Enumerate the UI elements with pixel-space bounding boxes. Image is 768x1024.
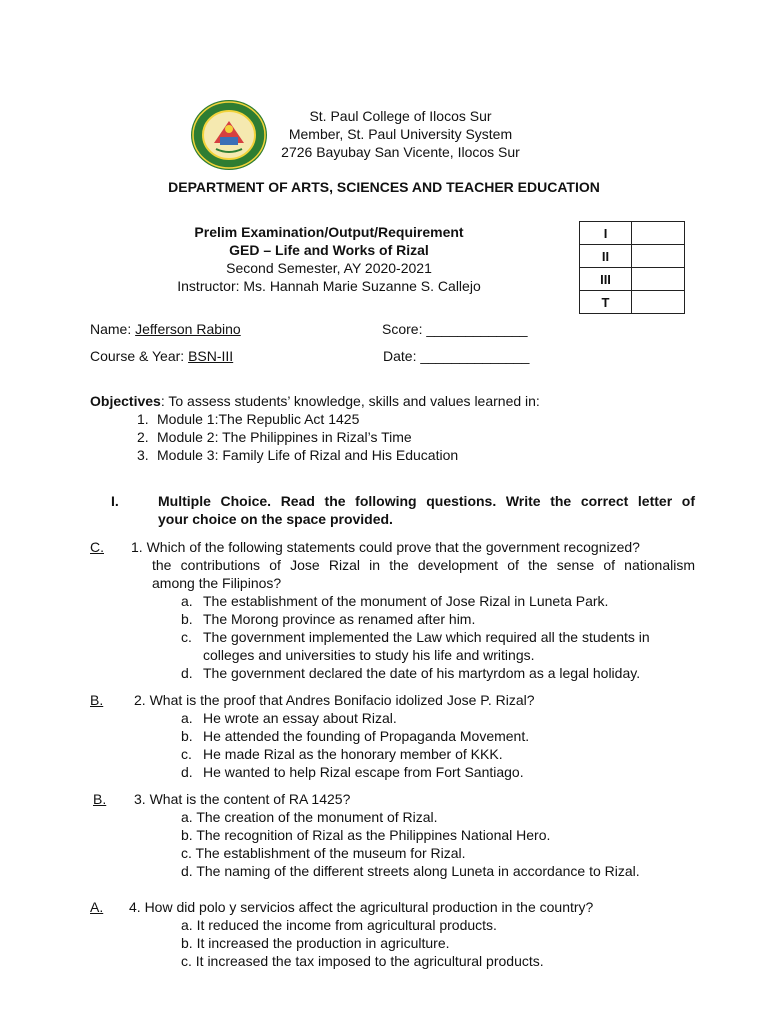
option-item: c. He made Rizal as the honorary member of KKK. xyxy=(181,746,503,762)
question-1-line3: among the Filipinos? xyxy=(152,575,282,591)
option-item: a. He wrote an essay about Rizal. xyxy=(181,710,397,726)
score-cell xyxy=(632,291,685,314)
option-item: a. It reduced the income from agricultural products. xyxy=(181,917,497,933)
question-3-line1: 3. What is the content of RA 1425? xyxy=(134,791,351,807)
student-name: Jefferson Rabino xyxy=(135,321,241,337)
score-row-label: III xyxy=(580,268,632,291)
option-item: c. The establishment of the museum for Rizal. xyxy=(181,845,466,861)
score-cell xyxy=(632,245,685,268)
school-membership: Member, St. Paul University System xyxy=(288,126,513,142)
exam-semester: Second Semester, AY 2020-2021 xyxy=(226,260,432,276)
question-4-line1: 4. How did polo y servicios affect the agricultural production in the country? xyxy=(129,899,594,915)
option-item: b. The recognition of Rizal as the Philippines National Hero. xyxy=(181,827,551,843)
score-row-label: T xyxy=(580,291,632,314)
course-year-line xyxy=(90,347,233,365)
option-item: b. The Morong province as renamed after him. xyxy=(181,611,476,627)
exam-instructor: Instructor: Ms. Hannah Marie Suzanne S. Callejo xyxy=(177,278,481,294)
objective-item: 2. Module 2: The Philippines in Rizal’s Time xyxy=(137,429,412,445)
school-name: St. Paul College of Ilocos Sur xyxy=(309,108,492,124)
score-table xyxy=(579,221,685,314)
objectives-text: : To assess students’ knowledge, skills and values learned in: xyxy=(160,393,540,409)
option-item: d. The government declared the date of his martyrdom as a legal holiday. xyxy=(181,665,641,681)
score-row-label: II xyxy=(580,245,632,268)
answer-q4: A. xyxy=(90,899,104,915)
option-item: b. He attended the founding of Propaganda Movement. xyxy=(181,728,530,744)
score-row-label: I xyxy=(580,222,632,245)
course-year: BSN-III xyxy=(188,348,234,364)
question-1-line1: 1. Which of the following statements could prove that the government recognized? xyxy=(131,539,640,555)
option-item: b. It increased the production in agriculture. xyxy=(181,935,450,951)
score-row xyxy=(580,222,685,245)
option-item: d. The naming of the different streets along Luneta in accordance to Rizal. xyxy=(181,863,640,879)
exam-course: GED – Life and Works of Rizal xyxy=(229,242,429,258)
question-1-line2: the contributions of Jose Rizal in the development of the sense of nationalism xyxy=(152,557,695,573)
score-cell xyxy=(632,222,685,245)
score-row xyxy=(580,245,685,268)
college-seal-logo xyxy=(190,99,268,171)
section-numeral: I. xyxy=(111,493,119,509)
option-item: a. The creation of the monument of Rizal. xyxy=(181,809,438,825)
score-row xyxy=(580,291,685,314)
answer-q2: B. xyxy=(90,692,104,708)
question-2-line1: 2. What is the proof that Andres Bonifacio idolized Jose P. Rizal? xyxy=(134,692,535,708)
score-row xyxy=(580,268,685,291)
section-instruction-line1: Multiple Choice. Read the following questions. Write the correct letter of xyxy=(158,493,695,509)
objective-item: 3. Module 3: Family Life of Rizal and His Education xyxy=(137,447,459,463)
objectives-line xyxy=(90,392,540,410)
course-label: Course & Year: xyxy=(90,348,185,364)
student-name-line xyxy=(90,320,241,338)
option-item: c. The government implemented the Law which required all the students in xyxy=(181,629,650,645)
score-field: Score: _____________ xyxy=(382,321,528,337)
department-title: DEPARTMENT OF ARTS, SCIENCES AND TEACHER EDUCATION xyxy=(168,179,600,195)
objectives-label: Objectives xyxy=(90,393,161,409)
option-item: d. He wanted to help Rizal escape from Fort Santiago. xyxy=(181,764,524,780)
school-address: 2726 Bayubay San Vicente, Ilocos Sur xyxy=(281,144,520,160)
date-field: Date: ______________ xyxy=(383,348,530,364)
name-label: Name: xyxy=(90,321,132,337)
option-item: a. The establishment of the monument of Jose Rizal in Luneta Park. xyxy=(181,593,609,609)
option-item: colleges and universities to study his life and writings. xyxy=(203,647,535,663)
section-instruction-line2: your choice on the space provided. xyxy=(158,511,393,527)
score-cell xyxy=(632,268,685,291)
objective-item: 1. Module 1:The Republic Act 1425 xyxy=(137,411,360,427)
option-item: c. It increased the tax imposed to the agricultural products. xyxy=(181,953,544,969)
answer-q1: C. xyxy=(90,539,104,555)
exam-title: Prelim Examination/Output/Requirement xyxy=(194,224,464,240)
answer-q3: B. xyxy=(93,791,107,807)
